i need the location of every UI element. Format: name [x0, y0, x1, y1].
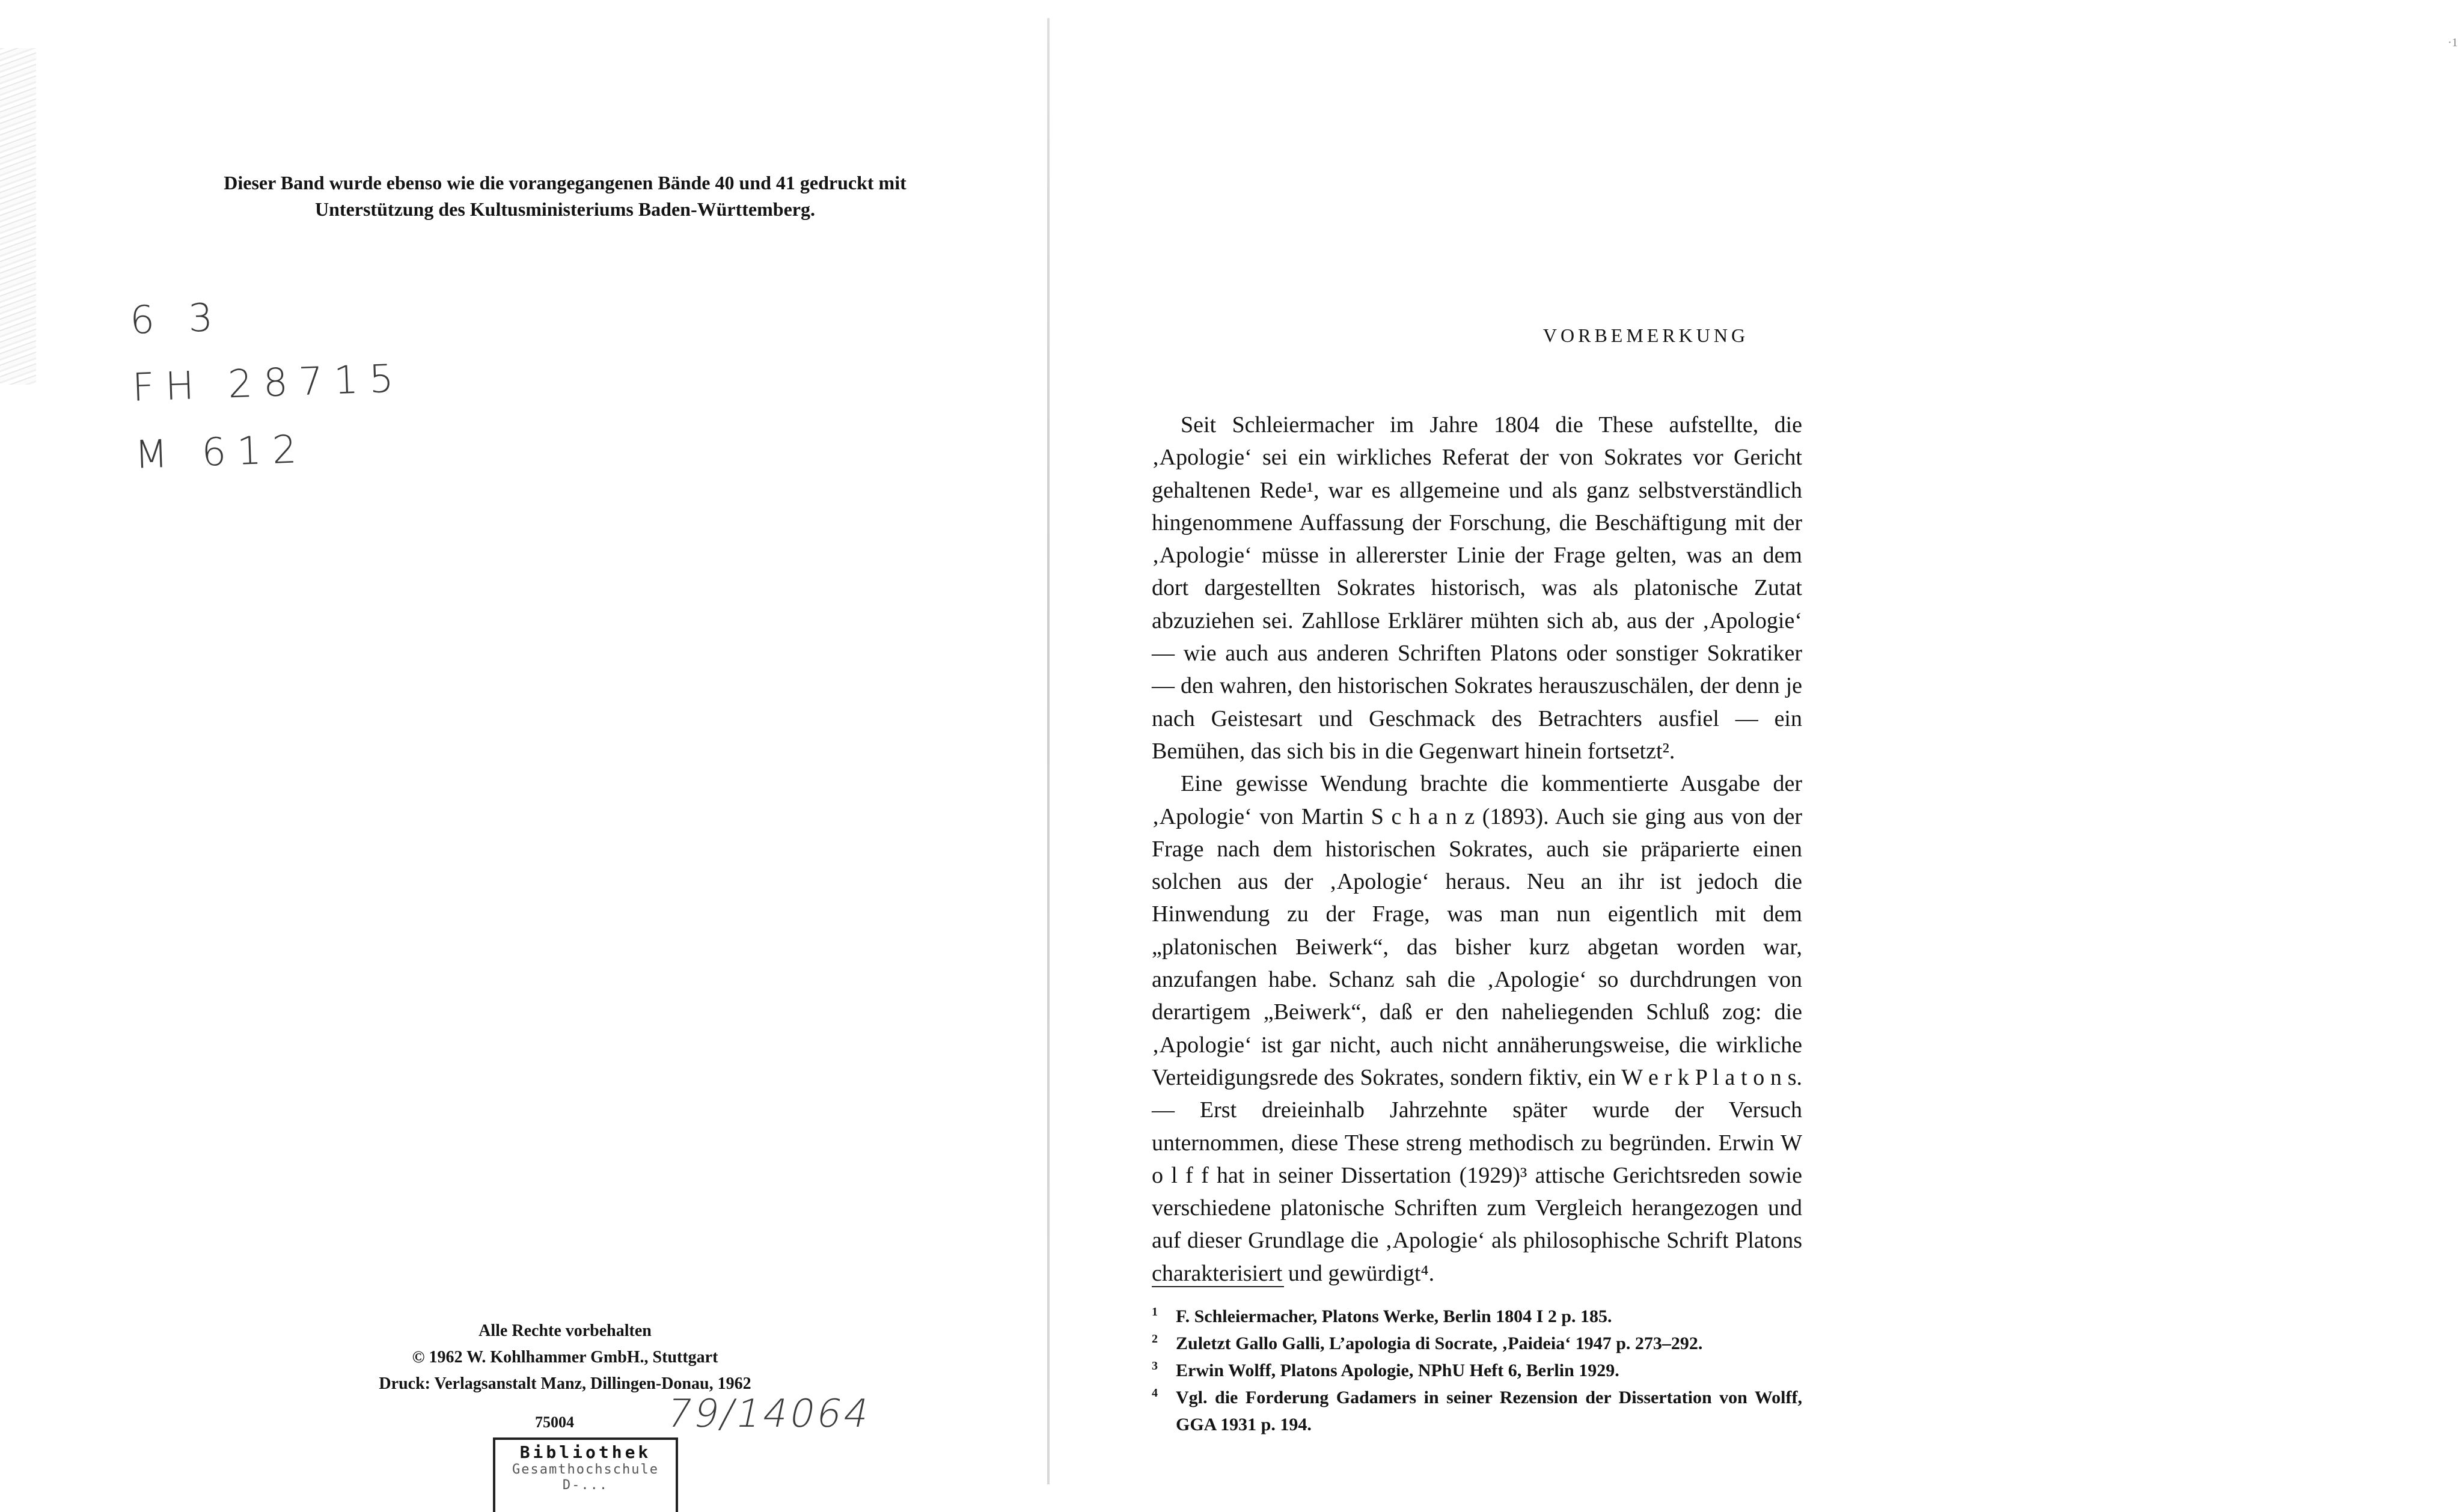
handwritten-shelfmark: [129, 278, 408, 489]
preface-body: [1152, 409, 1802, 1290]
stamp-line: D-...: [562, 1478, 609, 1493]
funding-notice: [162, 169, 968, 222]
imprint-line: Druck: Verlagsanstalt Manz, Dillingen-Donau, 1962: [379, 1374, 751, 1393]
library-stamp: [493, 1437, 678, 1512]
footnote: [1152, 1357, 1802, 1384]
footnote-text: Erwin Wolff, Platons Apologie, NPhU Heft 6, Berlin 1929.: [1176, 1361, 1619, 1380]
footnote-number: 3: [1152, 1359, 1158, 1373]
funding-notice-line: Dieser Band wurde ebenso wie die vorangegangenen Bände 40 und 41 gedruckt mit: [224, 172, 906, 194]
print-code: 75004: [535, 1413, 574, 1431]
page-heading: VORBEMERKUNG: [1542, 325, 1749, 346]
footnote-rule: [1152, 1286, 1284, 1287]
paragraph: Eine gewisse Wendung brachte die kommentierte Ausgabe der ‚Apologie‘ von Martin S c h a n z (1893). Auch sie ging aus von der Frage nach dem historischen Sokrates, auch sie präparierte einen solchen aus der ‚Apologie‘ heraus. Neu an ihr ist jedoch die Hinwendung zu der Frage, was man nun eigentlich mit dem „platonischen Beiwerk“, das bisher kurz abgetan worden war, anzufangen habe. Schanz sah die ‚Apologie‘ so durchdrungen von derartigem „Beiwerk“, daß er den naheliegenden Schluß zog: die ‚Apologie‘ ist gar nicht, auch nicht annäherungsweise, die wirkliche Verteidigungsrede des Sokrates, sondern fiktiv, ein W e r k P l a t o n s. — Erst dreieinhalb Jahrzehnte später wurde der Versuch unternommen, diese These streng methodisch zu begründen. Erwin W o l f f hat in seiner Dissertation (1929)³ attische Gerichtsreden sowie verschiedene platonische Schriften zum Vergleich herangezogen und auf dieser Grundlage die ‚Apologie‘ als philosophische Schrift Platons charakterisiert und gewürdigt⁴.: [1152, 771, 1802, 1286]
paragraph: Seit Schleiermacher im Jahre 1804 die These aufstellte, die ‚Apologie‘ sei ein wirkliches Referat der von Sokrates vor Gericht gehaltenen Rede¹, war es allgemeine und als ganz selbstverständlich hingenommene Auffassung der Forschung, die Beschäftigung mit der ‚Apologie‘ müsse in allererster Linie der Frage gelten, was an dem dort dargestellten Sokrates historisch, was als platonische Zutat abzuziehen sei. Zahllose Erklärer mühten sich ab, aus der ‚Apologie‘ — wie auch aus anderen Schriften Platons oder sonstiger Sokratiker — den wahren, den historischen Sokrates herauszuschälen, der denn je nach Geistesart und Geschmack des Betrachters ausfiel — ein Bemühen, das sich bis in die Gegenwart hinein fortsetzt².: [1152, 412, 1802, 764]
footnotes: [1152, 1303, 1802, 1438]
copyright-imprint: [325, 1318, 806, 1397]
footnote: [1152, 1303, 1802, 1330]
footnote-text: F. Schleiermacher, Platons Werke, Berlin 1804 I 2 p. 185.: [1176, 1306, 1612, 1326]
footnote: [1152, 1330, 1802, 1357]
handwritten-line: 6 3: [129, 295, 225, 343]
footnote-text: Vgl. die Forderung Gadamers in seiner Rezension der Dissertation von Wolff, GGA 1931 p. 194.: [1176, 1388, 1802, 1434]
accession-number: 79/14064: [662, 1392, 876, 1436]
footnote-number: 2: [1152, 1332, 1158, 1346]
margin-mark: ·1: [2448, 36, 2458, 49]
imprint-line: Alle Rechte vorbehalten: [478, 1321, 652, 1340]
right-page: [1051, 0, 2458, 1506]
funding-notice-line: Unterstützung des Kultusministeriums Baden-Württemberg.: [315, 198, 815, 220]
handwritten-line: M 612: [133, 427, 308, 478]
imprint-line: © 1962 W. Kohlhammer GmbH., Stuttgart: [412, 1348, 718, 1367]
stamp-line: Bibliothek: [519, 1442, 652, 1462]
footnote-number: 1: [1152, 1305, 1158, 1318]
footnote: [1152, 1384, 1802, 1438]
footnote-text: Zuletzt Gallo Galli, L’apologia di Socrate, ‚Paideia‘ 1947 p. 273–292.: [1176, 1334, 1703, 1353]
stamp-line: Gesamthochschule: [512, 1462, 659, 1477]
book-gutter: [1047, 18, 1050, 1484]
handwritten-line: FH 28715: [131, 356, 406, 410]
left-page: [0, 0, 1046, 1506]
footnote-number: 4: [1152, 1386, 1158, 1400]
